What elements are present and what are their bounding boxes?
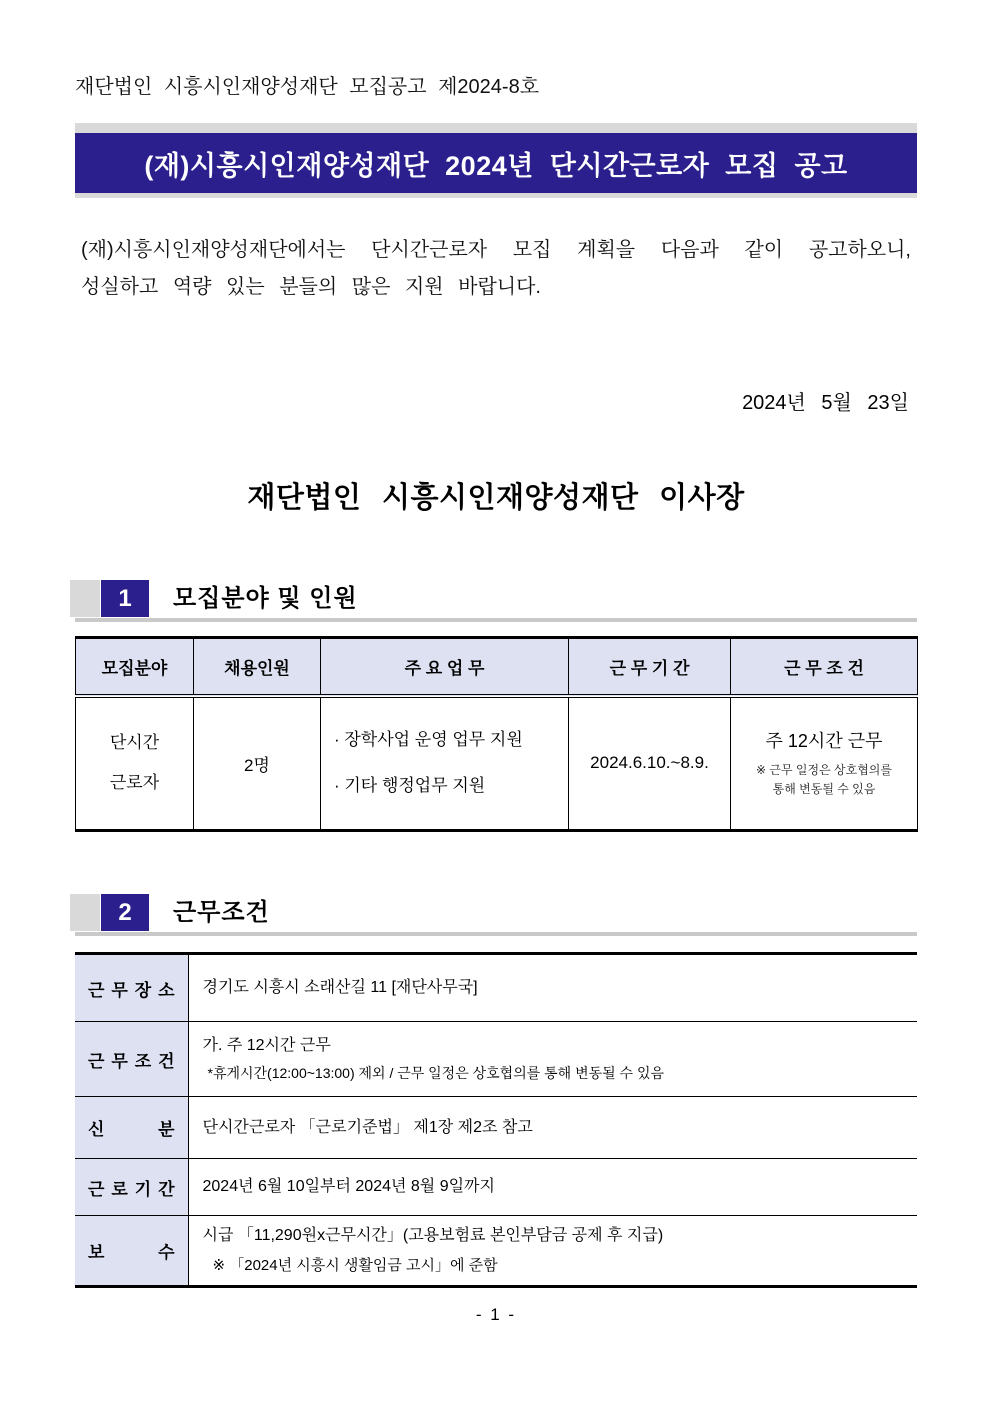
row-pay (75, 1216, 917, 1287)
cell-headcount: 2명 (194, 696, 321, 831)
row-workplace (75, 954, 917, 1022)
row-work-period-value (188, 1159, 917, 1216)
field-line-1: 단시간 (109, 733, 160, 753)
col-header-conditions: 근 무 조 건 (731, 638, 918, 696)
section2-title: 근무조건 (173, 899, 270, 926)
condition-main: 주 12시간 근무 (765, 731, 883, 752)
work-conditions-line-1: 가. 주 12시간 근무 (202, 1036, 331, 1054)
recruitment-table-data-row (76, 696, 918, 831)
field-line-2: 근로자 (109, 773, 160, 793)
row-workplace-label: 근 무 장 소 (75, 954, 188, 1022)
condition-note-line-1: ※ 근무 일정은 상호협의를 (756, 763, 892, 778)
section2-header (75, 894, 917, 936)
condition-note (731, 761, 917, 799)
work-period-text: 2024년 6월 10일부터 2024년 8월 9일까지 (202, 1178, 495, 1195)
recruitment-table (75, 636, 918, 832)
section1-gray-stub (70, 580, 100, 617)
doc-number: 재단법인 시흥시인재양성재단 모집공고 제2024-8호 (75, 76, 540, 98)
section1-header (75, 580, 917, 622)
cell-field (76, 696, 194, 831)
cell-conditions (731, 696, 918, 831)
row-work-period (75, 1159, 917, 1216)
row-status-label: 신 분 (75, 1097, 188, 1159)
row-status-value (188, 1097, 917, 1159)
signature-title: 재단법인 시흥시인재양성재단 이사장 (247, 482, 745, 514)
row-pay-value (188, 1216, 917, 1287)
section1-title: 모집분야 및 인원 (173, 585, 358, 612)
section2-gray-stub (70, 894, 100, 931)
title-banner-band (75, 123, 917, 198)
banner-title: (재)시흥시인재양성재단 2024년 단시간근로자 모집 공고 (144, 150, 848, 181)
col-header-field: 모집분야 (76, 638, 194, 696)
duty-item-1: · 장학사업 운영 업무 지원 (334, 730, 523, 750)
announcement-date: 2024년 5월 23일 (742, 392, 909, 414)
work-conditions-line-2: *휴게시간(12:00~13:00) 제외 / 근무 일정은 상호협의를 통해 변동될 수 있음 (207, 1064, 664, 1081)
page-number: - 1 - (475, 1305, 517, 1324)
title-banner (75, 133, 917, 193)
row-status (75, 1097, 917, 1159)
row-work-conditions-value (188, 1022, 917, 1097)
section1-number-badge: 1 (101, 580, 149, 617)
recruitment-table-header-row (76, 638, 918, 696)
cell-duties (321, 696, 569, 831)
duty-item-2: · 기타 행정업무 지원 (334, 776, 486, 796)
row-work-conditions (75, 1022, 917, 1097)
cell-period: 2024.6.10.~8.9. (569, 696, 731, 831)
row-work-period-label: 근 로 기 간 (75, 1159, 188, 1216)
col-header-duties: 주 요 업 무 (321, 638, 569, 696)
intro-line-2: 성실하고 역량 있는 분들의 많은 지원 바랍니다. (81, 276, 541, 298)
status-text: 단시간근로자 「근로기준법」 제1장 제2조 참고 (202, 1118, 533, 1136)
intro-line-1: (재)시흥시인재양성재단에서는 단시간근로자 모집 계획을 다음과 같이 공고하오니, (81, 239, 911, 261)
pay-line-1: 시급 「11,290원x근무시간」(고용보험료 본인부담금 공제 후 지급) (202, 1227, 664, 1244)
section2-number-badge: 2 (101, 894, 149, 931)
col-header-headcount: 채용인원 (194, 638, 321, 696)
workplace-text: 경기도 시흥시 소래산길 11 [재단사무국] (202, 979, 478, 996)
condition-note-line-2: 통해 변동될 수 있음 (772, 782, 876, 797)
conditions-table (75, 952, 917, 1288)
intro-paragraph (75, 232, 917, 306)
row-pay-label: 보 수 (75, 1216, 188, 1287)
pay-line-2: ※ 「2024년 시흥시 생활임금 고시」에 준함 (212, 1257, 498, 1274)
col-header-period: 근 무 기 간 (569, 638, 731, 696)
row-workplace-value (188, 954, 917, 1022)
row-work-conditions-label: 근 무 조 건 (75, 1022, 188, 1097)
